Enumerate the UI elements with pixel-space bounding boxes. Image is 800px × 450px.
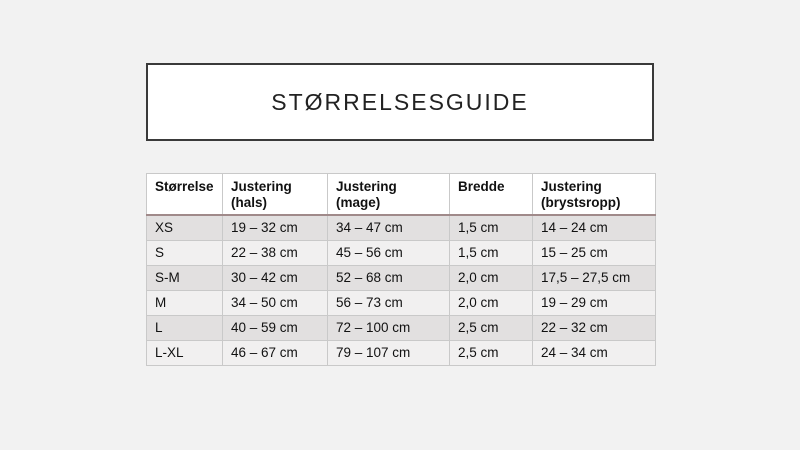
header-width: Bredde xyxy=(450,174,533,215)
table-cell: 22 – 38 cm xyxy=(223,240,328,265)
header-belly-adjustment: Justering (mage) xyxy=(328,174,450,215)
table-cell: 56 – 73 cm xyxy=(328,290,450,315)
table-cell: M xyxy=(147,290,223,315)
title-box xyxy=(146,63,654,141)
page-title: STØRRELSESGUIDE xyxy=(271,88,529,115)
table-cell: XS xyxy=(147,215,223,241)
table-cell: 30 – 42 cm xyxy=(223,265,328,290)
table-header-row xyxy=(147,174,656,215)
table-cell: 45 – 56 cm xyxy=(328,240,450,265)
table-cell: 2,0 cm xyxy=(450,290,533,315)
table-cell: 46 – 67 cm xyxy=(223,340,328,365)
table-cell: 72 – 100 cm xyxy=(328,315,450,340)
header-chest-strap-adjustment: Justering (brystsropp) xyxy=(533,174,656,215)
table-cell: 40 – 59 cm xyxy=(223,315,328,340)
table-cell: 2,5 cm xyxy=(450,315,533,340)
table-cell: 2,5 cm xyxy=(450,340,533,365)
size-guide-table xyxy=(146,173,656,366)
table-cell: S xyxy=(147,240,223,265)
table-cell: 17,5 – 27,5 cm xyxy=(533,265,656,290)
table-cell: S-M xyxy=(147,265,223,290)
header-neck-adjustment: Justering (hals) xyxy=(223,174,328,215)
table-cell: 24 – 34 cm xyxy=(533,340,656,365)
table-cell: 19 – 32 cm xyxy=(223,215,328,241)
header-size: Størrelse xyxy=(147,174,223,215)
table-cell: 34 – 47 cm xyxy=(328,215,450,241)
table-cell: 2,0 cm xyxy=(450,265,533,290)
table-row xyxy=(147,315,656,340)
table-row xyxy=(147,265,656,290)
table-row xyxy=(147,215,656,241)
table-cell: 34 – 50 cm xyxy=(223,290,328,315)
table-cell: 52 – 68 cm xyxy=(328,265,450,290)
table-cell: L-XL xyxy=(147,340,223,365)
table-cell: 1,5 cm xyxy=(450,240,533,265)
table-cell: 79 – 107 cm xyxy=(328,340,450,365)
table-cell: 15 – 25 cm xyxy=(533,240,656,265)
table-cell: L xyxy=(147,315,223,340)
table-row xyxy=(147,240,656,265)
table-cell: 22 – 32 cm xyxy=(533,315,656,340)
table-cell: 14 – 24 cm xyxy=(533,215,656,241)
table-row xyxy=(147,290,656,315)
table-cell: 1,5 cm xyxy=(450,215,533,241)
table-cell: 19 – 29 cm xyxy=(533,290,656,315)
table-row xyxy=(147,340,656,365)
